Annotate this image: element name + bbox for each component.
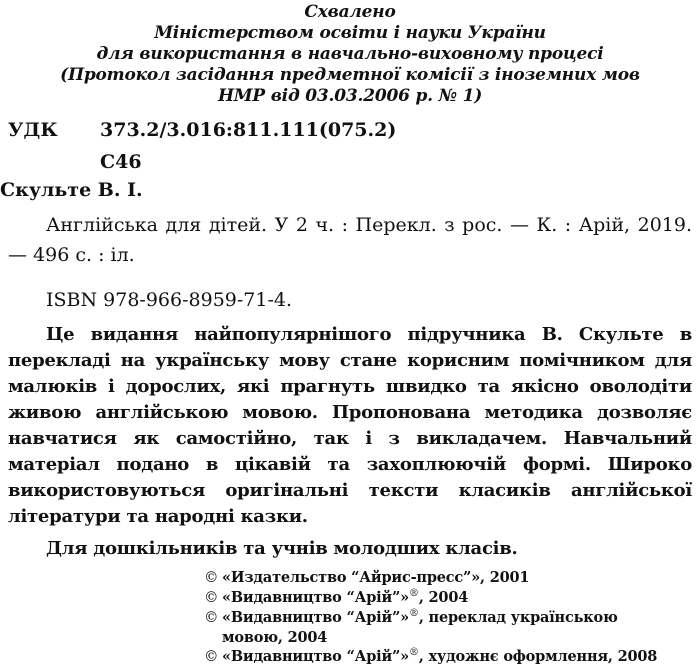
copyright-line <box>204 568 694 588</box>
approval-line: НМР від 03.03.2006 р. № 1) <box>217 86 483 106</box>
udk-label: УДК <box>8 119 58 141</box>
author-name: Скульте В. І. <box>0 179 143 201</box>
registered-trademark-icon: ® <box>409 588 419 600</box>
copyright-detail: , 2004 <box>418 589 469 606</box>
copyright-line-continuation: мовою, 2004 <box>222 629 328 646</box>
copyright-icon: © <box>204 610 219 626</box>
bbk-code: С46 <box>100 151 142 173</box>
copyright-line <box>204 588 694 608</box>
bibliographic-description: Англійська для дітей. У 2 ч. : Перекл. з рос. — К. : Арій, 2019. — 496 с. : іл. <box>8 214 692 266</box>
copyright-detail: , художнє оформлення, 2008 <box>418 648 658 665</box>
copyright-holder: «Видавництво “Арій”» <box>222 609 410 626</box>
registered-trademark-icon: ® <box>409 608 419 620</box>
annotation-text: Це видання найпопулярнішого підручника В. Скульте в перекладі на українську мову стане корисним помічником для малюків і дорослих, які прагнуть швидко та якісно оволодіти живою англійською мовою. Пропонована методика дозволяє навчатися як самостійно, так і з викладачем. Навчальний матеріал подано в цікавій та захоплюючій формі. Широко використовуються оригінальні тексти класиків англійської літератури та народні казки. <box>8 324 692 527</box>
copyright-holder: «Видавництво “Арій”» <box>222 648 410 665</box>
approval-line: Міністерством освіти і науки України <box>154 23 546 43</box>
isbn: ISBN 978-966-8959-71-4. <box>46 289 293 311</box>
copyright-block <box>204 568 694 667</box>
udk-classification <box>8 118 396 142</box>
udk-value: 373.2/3.016:811.111(075.2) <box>100 119 397 141</box>
copyright-line <box>204 647 694 667</box>
copyright-detail: , переклад українською <box>418 609 618 626</box>
copyright-icon: © <box>204 570 219 586</box>
audience-text: Для дошкільників та учнів молодших класів. <box>46 538 518 559</box>
approval-line: (Протокол засідання предметної комісії з іноземних мов <box>60 65 640 85</box>
copyright-icon: © <box>204 590 219 606</box>
approval-line: для використання в навчально-виховному процесі <box>96 44 604 64</box>
copyright-line <box>204 608 694 628</box>
copyright-icon: © <box>204 649 219 665</box>
approval-stamp <box>0 2 700 107</box>
copyright-holder: «Издательство “Айрис-пресс”», 2001 <box>222 569 530 586</box>
registered-trademark-icon: ® <box>409 647 419 659</box>
copyright-holder: «Видавництво “Арій”» <box>222 589 410 606</box>
approval-line: Схвалено <box>304 2 396 22</box>
